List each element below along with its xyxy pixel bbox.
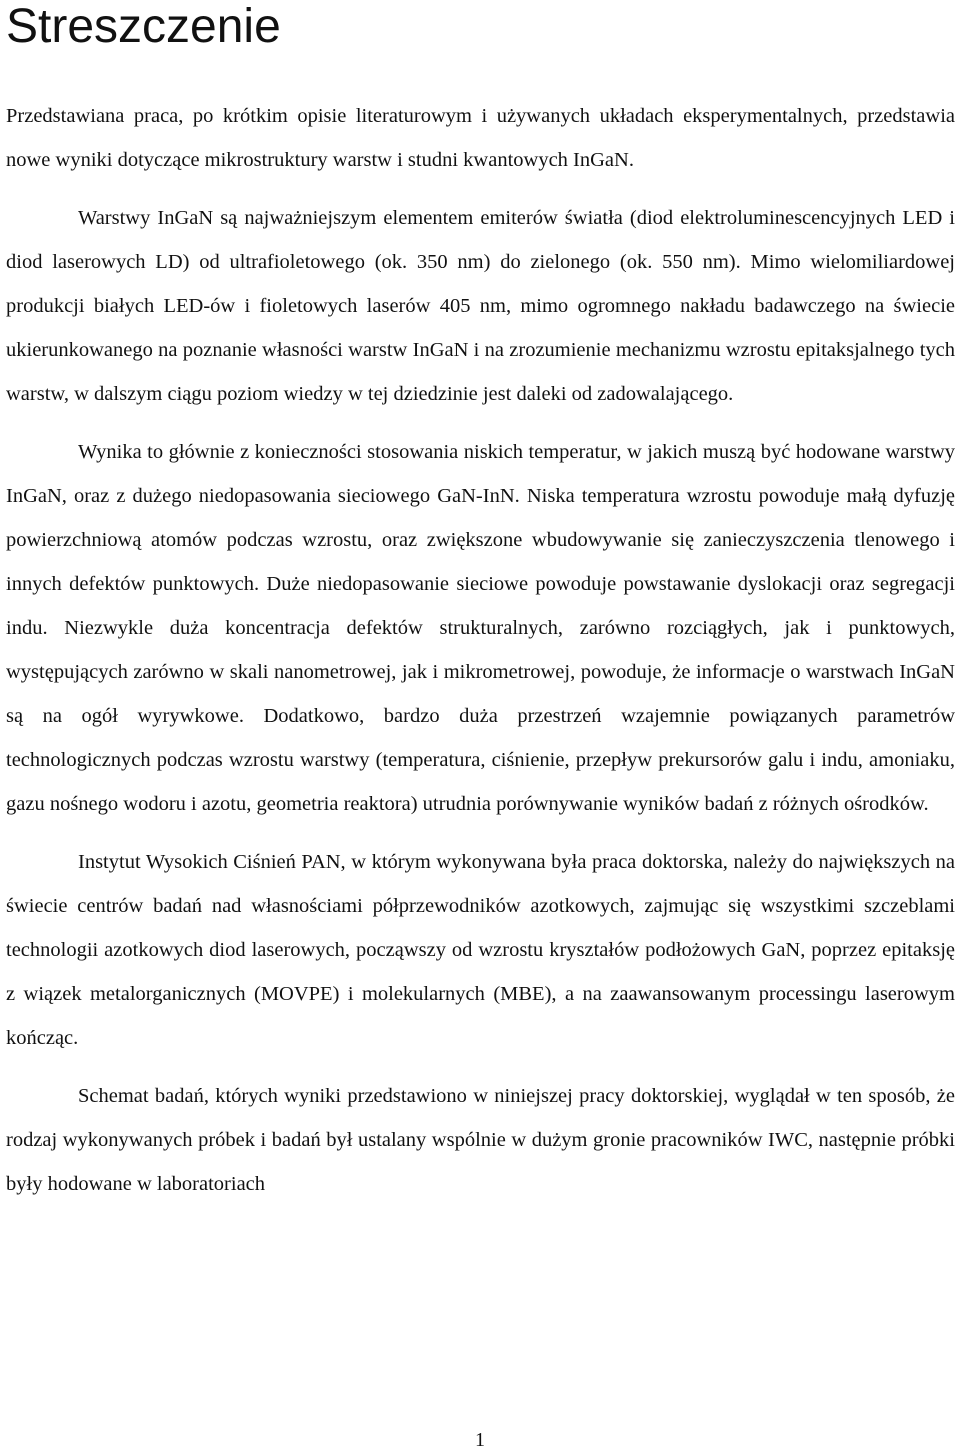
paragraph-2: Warstwy InGaN są najważniejszym elementem emiterów światła (diod elektroluminescencyjnych LED i diod laserowych LD) od ultrafioletowego (ok. 350 nm) do zielonego (ok. 550 nm). Mimo wielomiliardowej produkcji białych LED-ów i fioletowych laserów 405 nm, mimo ogromnego nakładu badawczego na świecie ukierunkowanego na poznanie własności warstw InGaN i na zrozumienie mechanizmu wzrostu epitaksjalnego tych warstw, w dalszym ciągu poziom wiedzy w tej dziedzinie jest daleki od zadowalającego. bbox=[6, 207, 955, 405]
page-number: 1 bbox=[475, 1429, 485, 1451]
paragraph-1: Przedstawiana praca, po krótkim opisie literaturowym i używanych układach eksperymentalnych, przedstawia nowe wyniki dotyczące mikrostruktury warstw i studni kwantowych InGaN. bbox=[6, 105, 955, 171]
paragraph-3: Wynika to głównie z konieczności stosowania niskich temperatur, w jakich muszą być hodowane warstwy InGaN, oraz z dużego niedopasowania sieciowego GaN-InN. Niska temperatura wzrostu powoduje małą dyfuzję powierzchniową atomów podczas wzrostu, oraz zwiększone wbudowywanie się zanieczyszczenia tlenowego i innych defektów punktowych. Duże niedopasowanie sieciowe powoduje powstawanie dyslokacji oraz segregacji indu. Niezwykle duża koncentracja defektów strukturalnych, zarówno rozciągłych, jak i punktowych, występujących zarówno w skali nanometrowej, jak i mikrometrowej, powoduje, że informacje o warstwach InGaN są na ogół wyrywkowe. Dodatkowo, bardzo duża przestrzeń wzajemnie powiązanych parametrów technologicznych podczas wzrostu warstwy (temperatura, ciśnienie, przepływ prekursorów galu i indu, amoniaku, gazu nośnego wodoru i azotu, geometria reaktora) utrudnia porównywanie wyników badań z różnych ośrodków. bbox=[6, 441, 955, 815]
paragraph-4: Instytut Wysokich Ciśnień PAN, w którym wykonywana była praca doktorska, należy do największych na świecie centrów badań nad własnościami półprzewodników azotkowych, zajmując się wszystkimi szczeblami technologii azotkowych diod laserowych, począwszy od wzrostu kryształów podłożowych GaN, poprzez epitaksję z wiązek metalorganicznych (MOVPE) i molekularnych (MBE), a na zaawansowanym processingu laserowym kończąc. bbox=[6, 851, 955, 1049]
paragraph-5: Schemat badań, których wyniki przedstawiono w niniejszej pracy doktorskiej, wyglądał w ten sposób, że rodzaj wykonywanych próbek i badań był ustalany wspólnie w dużym gronie pracowników IWC, następnie próbki były hodowane w laboratoriach bbox=[6, 1085, 955, 1195]
page-title: Streszczenie bbox=[6, 0, 281, 53]
document-body bbox=[6, 94, 955, 1206]
